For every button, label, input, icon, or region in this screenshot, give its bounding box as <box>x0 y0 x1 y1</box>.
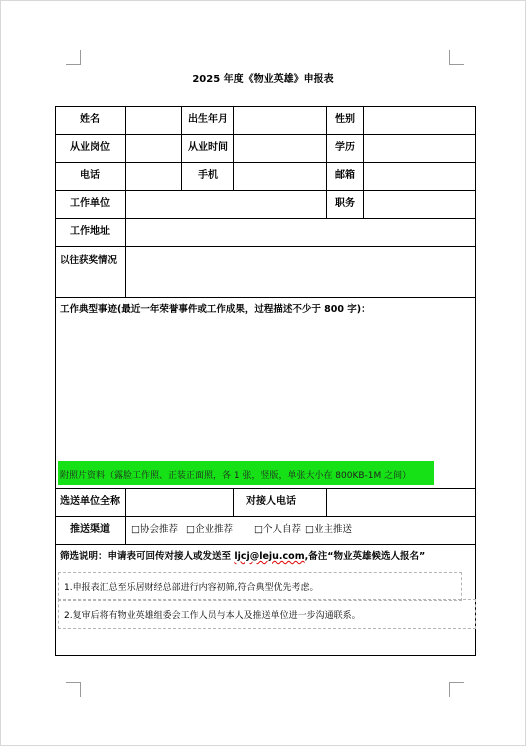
crop-mark-bottom-left <box>66 682 81 697</box>
column-divider <box>125 106 126 246</box>
row-divider <box>55 218 476 219</box>
contact-phone-label: 对接人电话 <box>246 496 296 507</box>
email-label: 邮箱 <box>335 170 355 181</box>
channel-option-enterprise[interactable]: □企业推荐 <box>186 524 233 535</box>
screening-prefix: 筛选说明：申请表可回传对接人或发送至 <box>60 551 235 562</box>
row-divider <box>55 297 476 298</box>
mobile-label: 手机 <box>198 170 218 181</box>
submission-email: ljcj@leju.com <box>234 551 305 562</box>
screening-note-2: 2.复审后将有物业英雄组委会工作人员与本人及推送单位进一步沟通联系。 <box>64 611 361 621</box>
birth-label: 出生年月 <box>188 114 228 125</box>
channel-option-association[interactable]: □协会推荐 <box>131 524 178 535</box>
screening-suffix: ,备注“物业英雄候选人报名” <box>304 551 426 562</box>
column-divider <box>326 106 327 218</box>
row-divider <box>55 134 476 135</box>
deeds-label: 工作典型事迹(最近一年荣誉事件或工作成果，过程描述不少于 800 字)： <box>60 304 371 315</box>
form-title: 2025 年度《物业英雄》申报表 <box>192 74 334 85</box>
position-label: 从业岗位 <box>70 142 110 153</box>
column-divider <box>326 488 327 516</box>
work-time-label: 从业时间 <box>188 142 228 153</box>
channel-label: 推送渠道 <box>70 524 110 535</box>
row-divider <box>55 544 476 545</box>
crop-mark-bottom-right <box>449 682 464 697</box>
address-label: 工作地址 <box>70 226 110 237</box>
row-divider <box>55 488 476 489</box>
channel-option-self[interactable]: □个人自荐 <box>254 524 301 535</box>
phone-label: 电话 <box>80 170 100 181</box>
row-divider <box>55 516 476 517</box>
unit-name-label: 选送单位全称 <box>60 496 120 507</box>
column-divider <box>125 488 126 544</box>
employer-label: 工作单位 <box>70 198 110 209</box>
education-label: 学历 <box>335 142 355 153</box>
screening-note-1: 1.申报表汇总至乐居财经总部进行内容初筛,符合典型优先考虑。 <box>64 583 319 593</box>
awards-label: 以往获奖情况 <box>60 255 118 266</box>
column-divider <box>125 246 126 297</box>
column-divider <box>181 106 182 190</box>
column-divider <box>233 488 234 516</box>
crop-mark-top-right <box>449 50 464 65</box>
row-divider <box>55 162 476 163</box>
gender-label: 性别 <box>335 114 355 125</box>
photo-note: 附照片资料（露脸工作照、正装正面照，各 1 张，竖版，单张大小在 800KB-1M 之间） <box>60 471 412 481</box>
screening-note <box>60 551 425 563</box>
column-divider <box>233 106 234 190</box>
row-divider <box>55 190 476 191</box>
row-divider <box>55 246 476 247</box>
column-divider <box>363 106 364 218</box>
channel-option-owner[interactable]: □业主推送 <box>305 524 352 535</box>
crop-mark-top-left <box>66 50 81 65</box>
job-title-label: 职务 <box>335 198 355 209</box>
name-label: 姓名 <box>80 114 100 125</box>
